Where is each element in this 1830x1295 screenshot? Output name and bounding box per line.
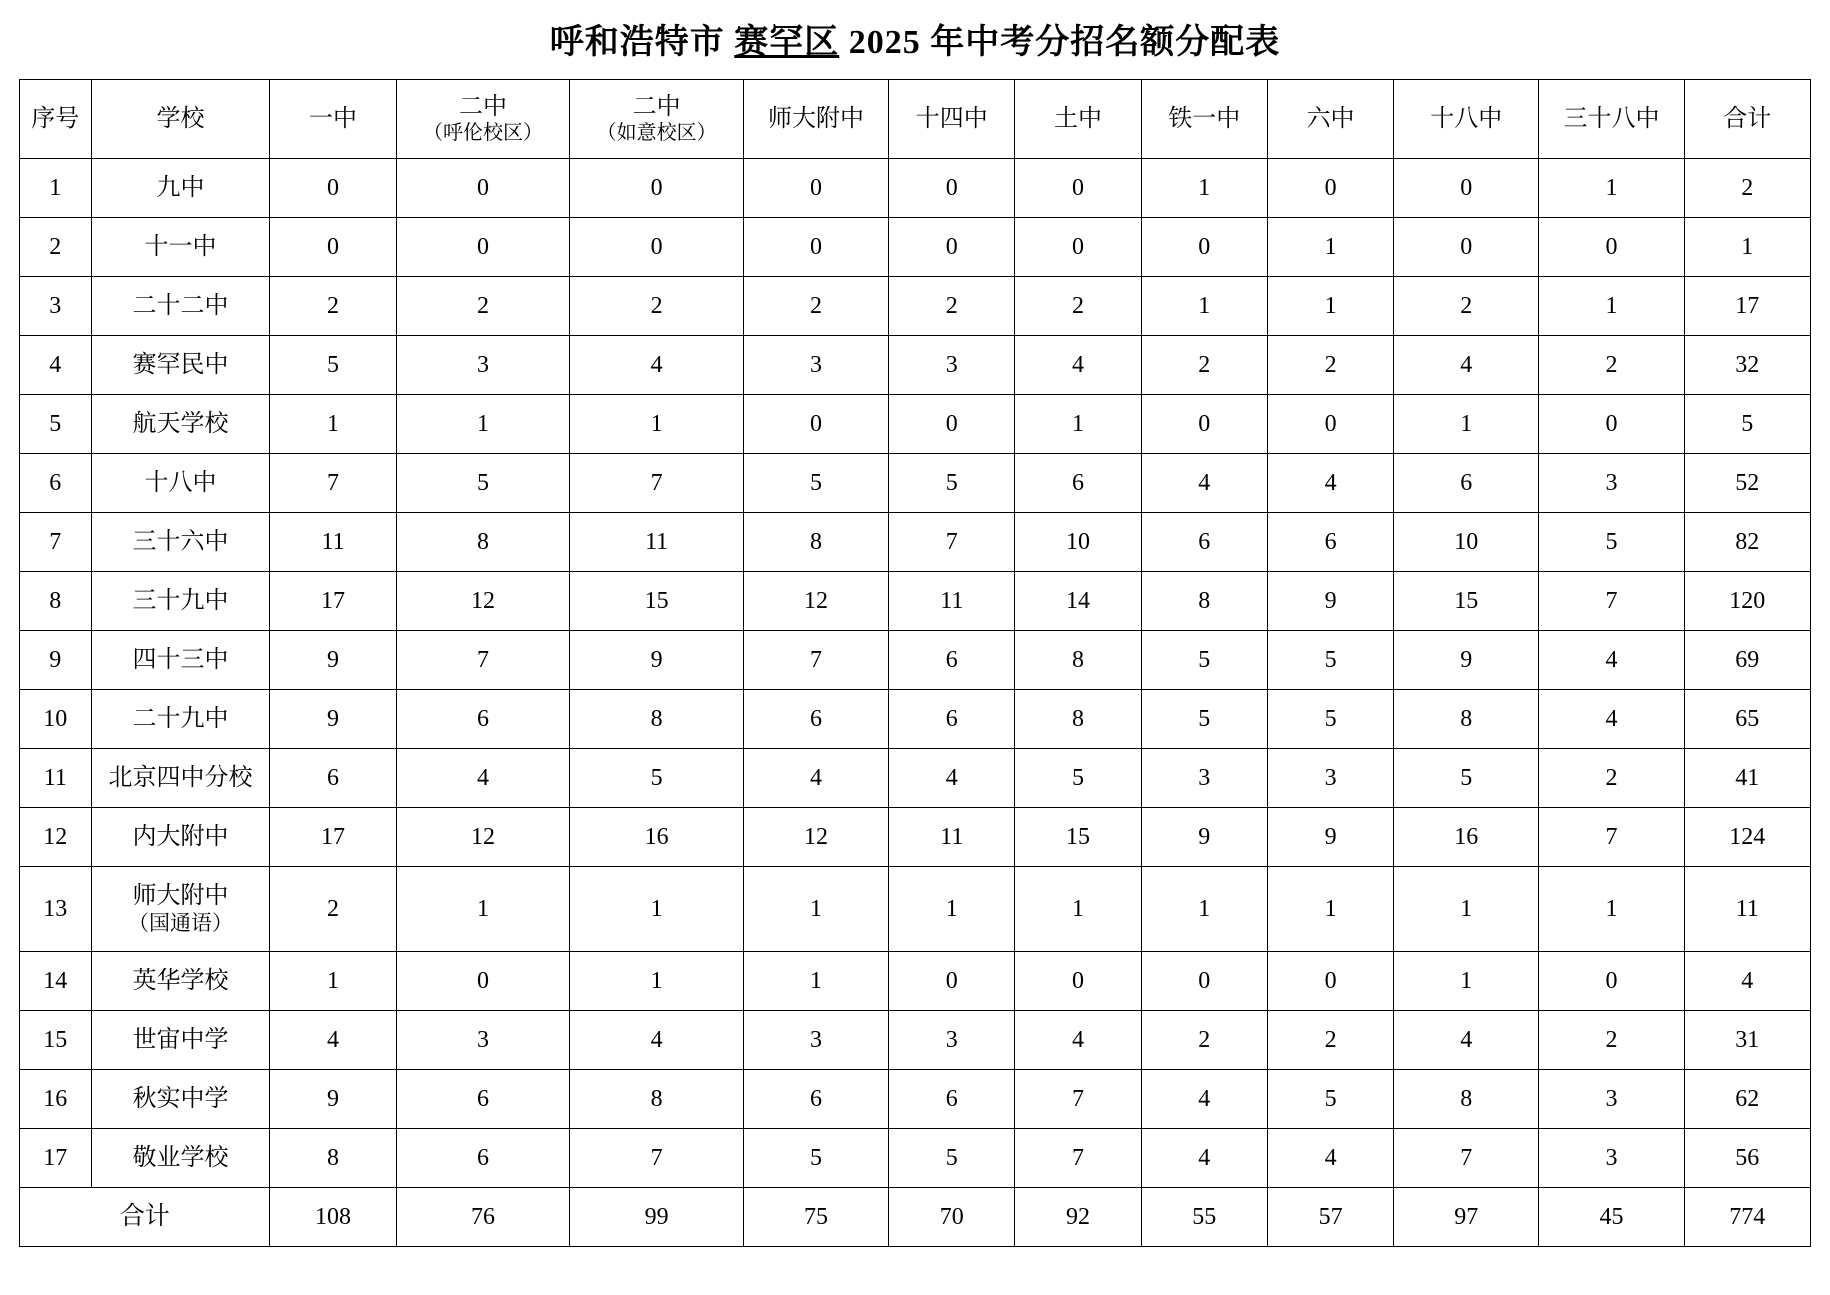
row-index: 7 xyxy=(20,513,92,572)
cell-value: 8 xyxy=(570,690,744,749)
header-total: 合计 xyxy=(1684,80,1810,159)
cell-value: 8 xyxy=(1394,1070,1539,1129)
cell-value: 1 xyxy=(1015,867,1141,952)
cell-value: 3 xyxy=(1267,749,1393,808)
cell-value: 4 xyxy=(270,1011,396,1070)
row-school: 北京四中分校 xyxy=(91,749,270,808)
cell-value: 5 xyxy=(1539,513,1684,572)
cell-value: 16 xyxy=(1394,808,1539,867)
cell-value: 0 xyxy=(889,159,1015,218)
cell-value: 1 xyxy=(743,867,888,952)
cell-value: 4 xyxy=(1539,690,1684,749)
allocation-table xyxy=(19,79,1811,1247)
cell-value: 15 xyxy=(570,572,744,631)
cell-value: 1 xyxy=(1394,952,1539,1011)
header-col-9 xyxy=(1539,80,1684,159)
cell-value: 6 xyxy=(1141,513,1267,572)
header-col-2 xyxy=(570,80,744,159)
cell-value: 1 xyxy=(270,395,396,454)
row-index: 13 xyxy=(20,867,92,952)
cell-value: 6 xyxy=(396,1070,570,1129)
cell-value: 1 xyxy=(1394,867,1539,952)
cell-value: 1 xyxy=(1141,867,1267,952)
row-total: 62 xyxy=(1684,1070,1810,1129)
row-school xyxy=(91,867,270,952)
cell-value: 2 xyxy=(1394,277,1539,336)
cell-value: 9 xyxy=(270,631,396,690)
cell-value: 11 xyxy=(889,572,1015,631)
cell-value: 9 xyxy=(270,1070,396,1129)
cell-value: 1 xyxy=(1539,277,1684,336)
row-total: 120 xyxy=(1684,572,1810,631)
header-school: 学校 xyxy=(91,80,270,159)
header-col-4-main: 十四中 xyxy=(915,105,988,132)
cell-value: 0 xyxy=(396,952,570,1011)
cell-value: 0 xyxy=(1394,218,1539,277)
title-prefix: 呼和浩特市 xyxy=(549,24,725,61)
table-row xyxy=(20,690,1811,749)
cell-value: 2 xyxy=(1141,1011,1267,1070)
table-row xyxy=(20,159,1811,218)
cell-value: 10 xyxy=(1015,513,1141,572)
cell-value: 0 xyxy=(1267,395,1393,454)
cell-value: 10 xyxy=(1394,513,1539,572)
row-school: 航天学校 xyxy=(91,395,270,454)
cell-value: 4 xyxy=(743,749,888,808)
cell-value: 3 xyxy=(396,1011,570,1070)
header-col-2-main: 二中 xyxy=(632,93,681,120)
row-index: 5 xyxy=(20,395,92,454)
row-total: 5 xyxy=(1684,395,1810,454)
cell-value: 0 xyxy=(1141,952,1267,1011)
cell-value: 1 xyxy=(396,867,570,952)
cell-value: 0 xyxy=(570,218,744,277)
cell-value: 4 xyxy=(889,749,1015,808)
cell-value: 0 xyxy=(570,159,744,218)
cell-value: 1 xyxy=(743,952,888,1011)
cell-value: 4 xyxy=(570,336,744,395)
header-col-3 xyxy=(743,80,888,159)
cell-value: 7 xyxy=(889,513,1015,572)
cell-value: 4 xyxy=(1394,336,1539,395)
cell-value: 12 xyxy=(396,572,570,631)
cell-value: 8 xyxy=(1141,572,1267,631)
header-col-7-main: 六中 xyxy=(1306,105,1355,132)
footer-value: 45 xyxy=(1539,1188,1684,1247)
row-total: 4 xyxy=(1684,952,1810,1011)
cell-value: 12 xyxy=(396,808,570,867)
table-row xyxy=(20,218,1811,277)
header-col-2-sub: （如意校区） xyxy=(596,122,717,145)
cell-value: 0 xyxy=(270,159,396,218)
cell-value: 3 xyxy=(1539,1070,1684,1129)
cell-value: 0 xyxy=(743,218,888,277)
cell-value: 3 xyxy=(889,336,1015,395)
cell-value: 5 xyxy=(396,454,570,513)
table-body xyxy=(20,159,1811,1188)
cell-value: 4 xyxy=(1539,631,1684,690)
cell-value: 7 xyxy=(1394,1129,1539,1188)
row-total: 82 xyxy=(1684,513,1810,572)
cell-value: 17 xyxy=(270,572,396,631)
cell-value: 1 xyxy=(270,952,396,1011)
cell-value: 0 xyxy=(1539,218,1684,277)
cell-value: 4 xyxy=(1015,336,1141,395)
title-district: 赛罕区 xyxy=(734,24,840,61)
cell-value: 6 xyxy=(743,1070,888,1129)
cell-value: 3 xyxy=(1539,1129,1684,1188)
table-header xyxy=(20,80,1811,159)
row-school-line1: 师大附中 xyxy=(132,883,229,909)
header-col-3-main: 师大附中 xyxy=(768,105,865,132)
footer-value: 97 xyxy=(1394,1188,1539,1247)
cell-value: 3 xyxy=(743,1011,888,1070)
cell-value: 14 xyxy=(1015,572,1141,631)
table-row xyxy=(20,513,1811,572)
cell-value: 8 xyxy=(1015,631,1141,690)
cell-value: 6 xyxy=(270,749,396,808)
cell-value: 2 xyxy=(1267,336,1393,395)
cell-value: 0 xyxy=(889,218,1015,277)
row-total: 65 xyxy=(1684,690,1810,749)
cell-value: 5 xyxy=(1267,631,1393,690)
header-col-6 xyxy=(1141,80,1267,159)
row-school: 二十九中 xyxy=(91,690,270,749)
page-title xyxy=(0,0,1830,79)
cell-value: 0 xyxy=(889,952,1015,1011)
header-index: 序号 xyxy=(20,80,92,159)
cell-value: 7 xyxy=(570,1129,744,1188)
cell-value: 0 xyxy=(1015,218,1141,277)
cell-value: 0 xyxy=(1267,952,1393,1011)
cell-value: 9 xyxy=(1394,631,1539,690)
cell-value: 15 xyxy=(1015,808,1141,867)
cell-value: 5 xyxy=(1267,690,1393,749)
cell-value: 11 xyxy=(570,513,744,572)
cell-value: 9 xyxy=(1267,808,1393,867)
header-col-4 xyxy=(889,80,1015,159)
cell-value: 1 xyxy=(1015,395,1141,454)
header-col-1-sub: （呼伦校区） xyxy=(423,122,543,145)
table-row xyxy=(20,277,1811,336)
row-school: 内大附中 xyxy=(91,808,270,867)
cell-value: 1 xyxy=(1267,218,1393,277)
row-index: 11 xyxy=(20,749,92,808)
row-total: 1 xyxy=(1684,218,1810,277)
cell-value: 0 xyxy=(743,395,888,454)
cell-value: 5 xyxy=(743,454,888,513)
cell-value: 1 xyxy=(570,952,744,1011)
row-school: 三十六中 xyxy=(91,513,270,572)
header-col-5 xyxy=(1015,80,1141,159)
cell-value: 9 xyxy=(270,690,396,749)
cell-value: 0 xyxy=(1267,159,1393,218)
footer-value: 76 xyxy=(396,1188,570,1247)
cell-value: 1 xyxy=(1267,867,1393,952)
cell-value: 2 xyxy=(570,277,744,336)
table-row xyxy=(20,395,1811,454)
cell-value: 2 xyxy=(1539,749,1684,808)
cell-value: 5 xyxy=(1141,631,1267,690)
cell-value: 4 xyxy=(1141,454,1267,513)
header-col-7 xyxy=(1267,80,1393,159)
cell-value: 1 xyxy=(1539,867,1684,952)
row-school: 英华学校 xyxy=(91,952,270,1011)
row-school: 九中 xyxy=(91,159,270,218)
cell-value: 7 xyxy=(1539,808,1684,867)
cell-value: 12 xyxy=(743,808,888,867)
cell-value: 6 xyxy=(1015,454,1141,513)
cell-value: 0 xyxy=(889,395,1015,454)
cell-value: 6 xyxy=(889,690,1015,749)
row-total: 31 xyxy=(1684,1011,1810,1070)
table-row xyxy=(20,808,1811,867)
cell-value: 2 xyxy=(1267,1011,1393,1070)
cell-value: 7 xyxy=(396,631,570,690)
cell-value: 2 xyxy=(270,867,396,952)
cell-value: 1 xyxy=(1267,277,1393,336)
cell-value: 4 xyxy=(396,749,570,808)
cell-value: 0 xyxy=(1015,159,1141,218)
table-row xyxy=(20,336,1811,395)
cell-value: 2 xyxy=(1539,1011,1684,1070)
cell-value: 6 xyxy=(1267,513,1393,572)
row-index: 1 xyxy=(20,159,92,218)
row-index: 9 xyxy=(20,631,92,690)
row-index: 3 xyxy=(20,277,92,336)
cell-value: 7 xyxy=(1015,1070,1141,1129)
row-index: 2 xyxy=(20,218,92,277)
row-school: 秋实中学 xyxy=(91,1070,270,1129)
cell-value: 4 xyxy=(1141,1070,1267,1129)
cell-value: 0 xyxy=(743,159,888,218)
cell-value: 2 xyxy=(270,277,396,336)
row-index: 10 xyxy=(20,690,92,749)
cell-value: 1 xyxy=(1141,159,1267,218)
footer-row xyxy=(20,1188,1811,1247)
header-col-8-main: 十八中 xyxy=(1430,105,1503,132)
cell-value: 9 xyxy=(570,631,744,690)
cell-value: 1 xyxy=(570,395,744,454)
cell-value: 1 xyxy=(889,867,1015,952)
cell-value: 11 xyxy=(270,513,396,572)
row-school: 十八中 xyxy=(91,454,270,513)
cell-value: 0 xyxy=(396,218,570,277)
cell-value: 5 xyxy=(270,336,396,395)
row-index: 17 xyxy=(20,1129,92,1188)
cell-value: 6 xyxy=(743,690,888,749)
row-total: 2 xyxy=(1684,159,1810,218)
row-index: 14 xyxy=(20,952,92,1011)
cell-value: 1 xyxy=(1539,159,1684,218)
footer-label: 合计 xyxy=(20,1188,270,1247)
row-total: 52 xyxy=(1684,454,1810,513)
cell-value: 0 xyxy=(1141,218,1267,277)
cell-value: 0 xyxy=(270,218,396,277)
cell-value: 0 xyxy=(1015,952,1141,1011)
cell-value: 6 xyxy=(889,1070,1015,1129)
cell-value: 0 xyxy=(1141,395,1267,454)
footer-value: 92 xyxy=(1015,1188,1141,1247)
cell-value: 6 xyxy=(396,690,570,749)
cell-value: 5 xyxy=(570,749,744,808)
cell-value: 7 xyxy=(270,454,396,513)
cell-value: 2 xyxy=(1141,336,1267,395)
footer-value: 75 xyxy=(743,1188,888,1247)
table-row xyxy=(20,631,1811,690)
cell-value: 4 xyxy=(570,1011,744,1070)
row-total: 32 xyxy=(1684,336,1810,395)
cell-value: 5 xyxy=(1394,749,1539,808)
table-footer xyxy=(20,1188,1811,1247)
cell-value: 0 xyxy=(1539,952,1684,1011)
cell-value: 8 xyxy=(1015,690,1141,749)
cell-value: 3 xyxy=(1539,454,1684,513)
cell-value: 5 xyxy=(1141,690,1267,749)
row-index: 6 xyxy=(20,454,92,513)
cell-value: 1 xyxy=(570,867,744,952)
row-index: 16 xyxy=(20,1070,92,1129)
table-row xyxy=(20,572,1811,631)
table-row xyxy=(20,749,1811,808)
row-index: 15 xyxy=(20,1011,92,1070)
cell-value: 0 xyxy=(1394,159,1539,218)
cell-value: 4 xyxy=(1141,1129,1267,1188)
cell-value: 3 xyxy=(1141,749,1267,808)
cell-value: 3 xyxy=(396,336,570,395)
table-row xyxy=(20,1129,1811,1188)
row-total: 17 xyxy=(1684,277,1810,336)
cell-value: 4 xyxy=(1394,1011,1539,1070)
cell-value: 5 xyxy=(743,1129,888,1188)
row-total: 41 xyxy=(1684,749,1810,808)
cell-value: 2 xyxy=(1015,277,1141,336)
header-col-9-main: 三十八中 xyxy=(1563,105,1660,132)
header-col-1 xyxy=(396,80,570,159)
row-index: 12 xyxy=(20,808,92,867)
cell-value: 5 xyxy=(889,1129,1015,1188)
cell-value: 9 xyxy=(1141,808,1267,867)
row-school: 世宙中学 xyxy=(91,1011,270,1070)
cell-value: 7 xyxy=(1539,572,1684,631)
cell-value: 2 xyxy=(1539,336,1684,395)
row-school: 三十九中 xyxy=(91,572,270,631)
cell-value: 12 xyxy=(743,572,888,631)
table-row xyxy=(20,867,1811,952)
header-col-0-main: 一中 xyxy=(309,105,358,132)
row-total: 11 xyxy=(1684,867,1810,952)
cell-value: 6 xyxy=(889,631,1015,690)
cell-value: 2 xyxy=(396,277,570,336)
row-index: 8 xyxy=(20,572,92,631)
cell-value: 16 xyxy=(570,808,744,867)
cell-value: 3 xyxy=(743,336,888,395)
table-row xyxy=(20,454,1811,513)
cell-value: 0 xyxy=(1539,395,1684,454)
cell-value: 6 xyxy=(1394,454,1539,513)
row-total: 56 xyxy=(1684,1129,1810,1188)
footer-value: 55 xyxy=(1141,1188,1267,1247)
row-school: 敬业学校 xyxy=(91,1129,270,1188)
cell-value: 8 xyxy=(1394,690,1539,749)
cell-value: 1 xyxy=(396,395,570,454)
header-col-1-main: 二中 xyxy=(459,93,507,120)
footer-value: 99 xyxy=(570,1188,744,1247)
cell-value: 8 xyxy=(570,1070,744,1129)
table-row xyxy=(20,952,1811,1011)
cell-value: 5 xyxy=(1267,1070,1393,1129)
table-row xyxy=(20,1011,1811,1070)
cell-value: 1 xyxy=(1394,395,1539,454)
header-col-5-main: 土中 xyxy=(1054,105,1103,132)
row-index: 4 xyxy=(20,336,92,395)
cell-value: 9 xyxy=(1267,572,1393,631)
cell-value: 8 xyxy=(396,513,570,572)
footer-value: 70 xyxy=(889,1188,1015,1247)
cell-value: 17 xyxy=(270,808,396,867)
header-col-8 xyxy=(1394,80,1539,159)
row-school: 四十三中 xyxy=(91,631,270,690)
footer-grand-total: 774 xyxy=(1684,1188,1810,1247)
title-suffix: 2025 年中考分招名额分配表 xyxy=(848,24,1281,61)
cell-value: 8 xyxy=(270,1129,396,1188)
header-row xyxy=(20,80,1811,159)
cell-value: 1 xyxy=(1141,277,1267,336)
row-total: 124 xyxy=(1684,808,1810,867)
row-school-line2: （国通语） xyxy=(127,910,233,935)
cell-value: 6 xyxy=(396,1129,570,1188)
cell-value: 15 xyxy=(1394,572,1539,631)
header-col-6-main: 铁一中 xyxy=(1168,105,1241,132)
footer-value: 108 xyxy=(270,1188,396,1247)
cell-value: 5 xyxy=(889,454,1015,513)
row-school: 赛罕民中 xyxy=(91,336,270,395)
row-school: 十一中 xyxy=(91,218,270,277)
cell-value: 4 xyxy=(1267,1129,1393,1188)
cell-value: 2 xyxy=(743,277,888,336)
cell-value: 5 xyxy=(1015,749,1141,808)
cell-value: 7 xyxy=(1015,1129,1141,1188)
row-school: 二十二中 xyxy=(91,277,270,336)
cell-value: 7 xyxy=(570,454,744,513)
footer-value: 57 xyxy=(1267,1188,1393,1247)
cell-value: 7 xyxy=(743,631,888,690)
cell-value: 3 xyxy=(889,1011,1015,1070)
cell-value: 8 xyxy=(743,513,888,572)
cell-value: 0 xyxy=(396,159,570,218)
row-total: 69 xyxy=(1684,631,1810,690)
cell-value: 11 xyxy=(889,808,1015,867)
cell-value: 2 xyxy=(889,277,1015,336)
table-row xyxy=(20,1070,1811,1129)
cell-value: 4 xyxy=(1267,454,1393,513)
header-col-0 xyxy=(270,80,396,159)
cell-value: 4 xyxy=(1015,1011,1141,1070)
